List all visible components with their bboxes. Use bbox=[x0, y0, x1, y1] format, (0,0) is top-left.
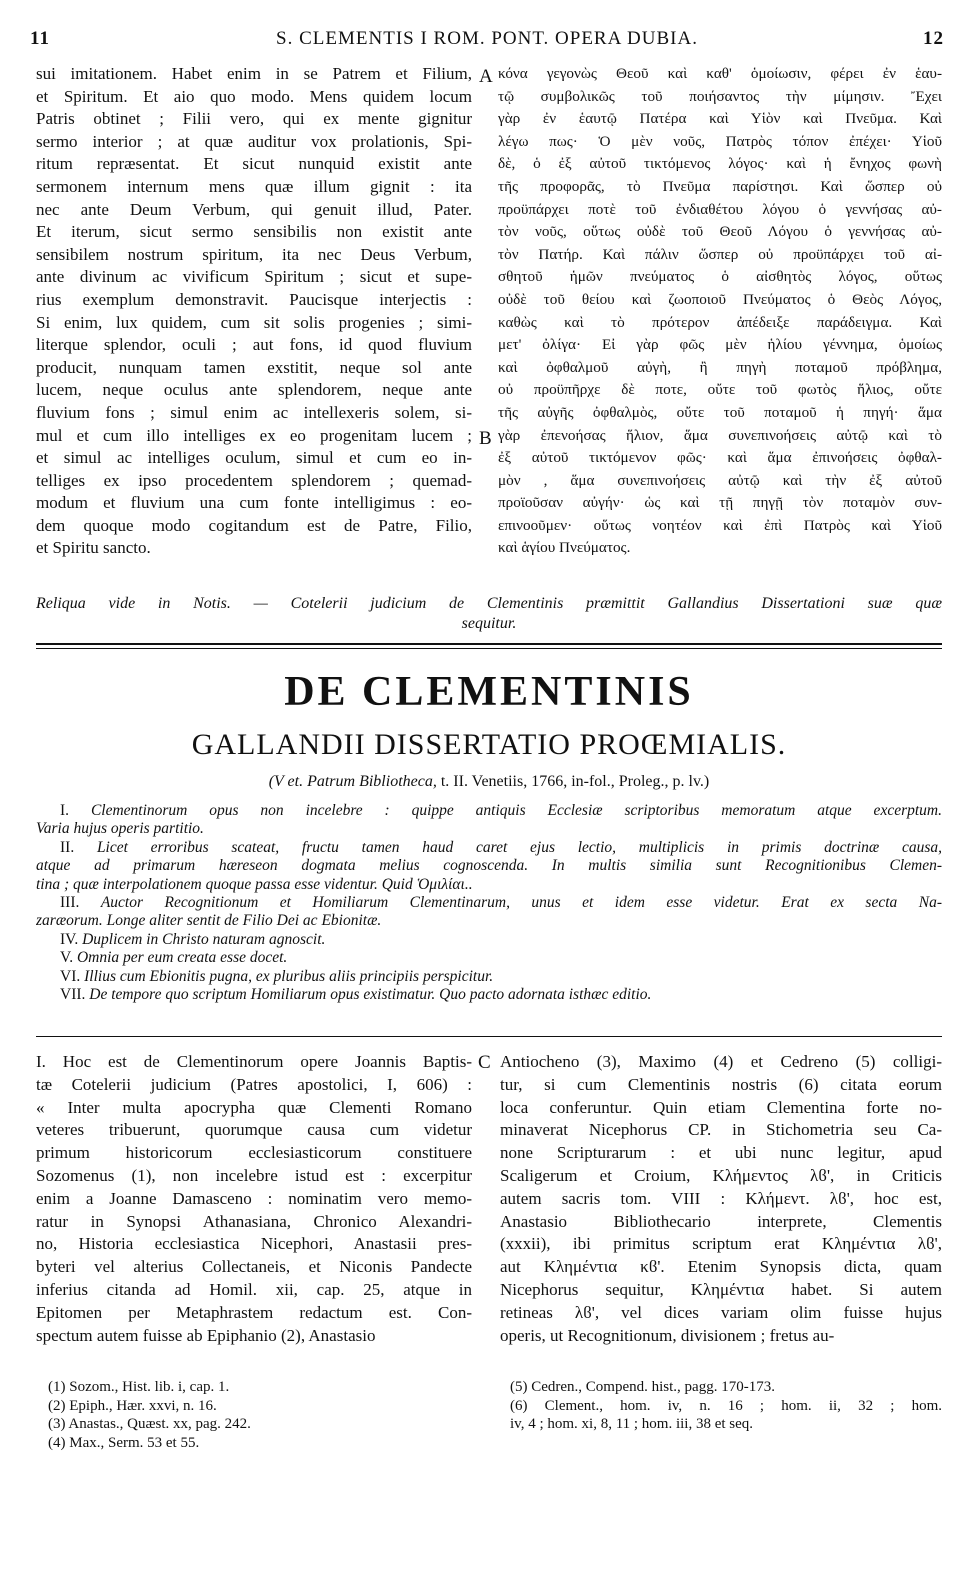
summary-number: VII. bbox=[60, 986, 90, 1004]
greek-text-line: γὰρ ἐπενοήσας ἥλιον, ἅμα συνεπινοήσεις αὐτῷ καὶ τὸ bbox=[498, 426, 942, 444]
summary-number: II. bbox=[60, 838, 97, 856]
greek-text-line: τῆς αὐγῆς ὀφθαλμὸς, οὔτε τοῦ ποταμοῦ ἡ πηγή· ἅμα bbox=[498, 403, 942, 421]
summary-line bbox=[36, 986, 942, 1004]
body-right-column bbox=[500, 1051, 942, 1347]
latin-text-line: Si enim, lux quidem, cum sit solis progenies ; simi- bbox=[36, 312, 472, 332]
running-title: S. CLEMENTIS I ROM. PONT. OPERA DUBIA. bbox=[276, 28, 698, 49]
summary-text: tina ; quæ interpolationem quoque passa esse videntur. Quid Ὁμιλίαι.. bbox=[36, 875, 473, 893]
latin-text-line: Et iterum, sicut sermo sensibilis non existit ante bbox=[36, 222, 472, 242]
body-text-line: loca conferuntur. Quin etiam Clementina forte no- bbox=[500, 1097, 942, 1117]
body-text-line: Antiocheno (3), Maximo (4) et Cedreno (5) colligi- bbox=[500, 1052, 942, 1071]
body-text-line: (xxxii), ibi primitus scriptum erat Κλημέντια λϐ', bbox=[500, 1234, 942, 1254]
body-text-line: Epitomen per Metaphrastem redactum est. Con- bbox=[36, 1302, 472, 1322]
summary-number: III. bbox=[60, 894, 101, 912]
margin-marker-b: B bbox=[479, 428, 492, 449]
reference-italic: (V et. Patrum Bibliotheca, bbox=[268, 773, 437, 790]
body-text-line: Scaligerum et Croium, Κλήμεντος λϐ', in Criticis bbox=[500, 1165, 942, 1185]
footnote-line: (4) Max., Serm. 53 et 55. bbox=[48, 1434, 200, 1451]
summary-text: De tempore quo scriptum Homiliarum opus existimatur. Quo pacto adornata isthæc editio. bbox=[89, 986, 652, 1004]
body-text-line: primum historicorum ecclesiasticorum constituere bbox=[36, 1143, 472, 1163]
body-text-line: aut Κλημέντια κϐ'. Etenim Synopsis dicta, quam bbox=[500, 1257, 942, 1277]
greek-text-line: καὶ ἁγίου Πνεύματος. bbox=[498, 539, 631, 557]
latin-text-line: ritum repræsentat. Et sicut nunquid existit ante bbox=[36, 154, 472, 174]
summary-line bbox=[36, 839, 942, 857]
summary-text: Varia hujus operis partitio. bbox=[36, 820, 204, 838]
body-text-line: retineas λϐ', vel dices variam olim fuisse hujus bbox=[500, 1302, 942, 1322]
summary-text: atque ad primarum hæreseon dogmata melius cognoscenda. In multis similia sunt Recognitionibus Clemen- bbox=[36, 857, 942, 875]
latin-text-line: Patris obtinet ; Filii vero, qui ex mente gignitur bbox=[36, 109, 472, 129]
greek-text-line: τὸν Πατήρ. Καὶ πάλιν ὥσπερ οὐ προϋπάρχει τοῦ αἰ- bbox=[498, 245, 942, 263]
footnote-line: (6) Clement., hom. iv, n. 16 ; hom. ii, 32 ; hom. bbox=[510, 1397, 942, 1414]
greek-text-line: καὶ ὀφθαλμοῦ αὐγὴ, ἢ πηγὴ ποταμοῦ πρόβλημα, bbox=[498, 358, 942, 376]
latin-text-line: rius exemplum demonstravit. Paucisque interjectis : bbox=[36, 289, 472, 309]
latin-text-line: sensibilem nostrum spiritum, ita nec Deus Verbum, bbox=[36, 244, 472, 264]
summary-text: Omnia per eum creata esse docet. bbox=[76, 949, 288, 967]
summary-rule bbox=[36, 1036, 942, 1037]
latin-text-line: modum et fluvium una cum fonte intelligimus : eo- bbox=[36, 493, 472, 513]
body-text-line: veteres tribuerunt, quorumque causa cum videtur bbox=[36, 1120, 472, 1140]
summary-text: Clementinorum opus non incelebre : quippe antiquis Ecclesiæ scriptoribus memoratum atque excerptum. bbox=[90, 802, 942, 819]
chapter-summary bbox=[36, 802, 942, 1004]
body-text-line: inferius citanda ad Homil. xii, cap. 25, atque in bbox=[36, 1279, 472, 1299]
latin-text-line: sermonem internum mens quæ illum gignit : ita bbox=[36, 176, 472, 196]
summary-line bbox=[36, 968, 942, 986]
body-text-line: Nicephorus sequitur, Κλημέντια habet. Si autem bbox=[500, 1279, 942, 1299]
greek-text-line: τῷ συμβολικῶς τοῦ ποιήσαντος τὴν μίμησιν. Ἔχει bbox=[498, 87, 942, 105]
greek-text-line: γὰρ ἐν ἑαυτῷ Πατέρα καὶ Υἱὸν καὶ Πνεῦμα. Καὶ bbox=[498, 110, 942, 128]
body-text-line: none Scripturarum : et ubi nunc legitur, apud bbox=[500, 1143, 942, 1163]
section-rule-thick bbox=[36, 643, 942, 645]
latin-text-line: et simul ac intelliges oculum, simul et cum eo in- bbox=[36, 448, 472, 468]
body-text-line: ratur in Synopsi Athanasiana, Chronico Alexandri- bbox=[36, 1211, 472, 1231]
footnotes-left bbox=[48, 1378, 472, 1452]
greek-text-line: σθητοῦ ἡμῶν πνεύματος ὁ αἰσθητὸς λόγος, οὕτως bbox=[498, 268, 942, 286]
summary-number: V. bbox=[60, 949, 77, 967]
body-text-line: byteri vel alterius Collectaneis, et Niconis Pandecte bbox=[36, 1257, 472, 1277]
body-text-line: tur, si cum Clementinis nostris (6) citata eorum bbox=[500, 1074, 942, 1094]
section-title: DE CLEMENTINIS bbox=[284, 669, 694, 715]
summary-line bbox=[36, 949, 942, 967]
greek-text-line: προϋπάρχει ποτὲ τοῦ ἐνδιαθέτου λόγου ὁ γεννήσας αὐ- bbox=[498, 200, 942, 218]
latin-text-line: lucem, neque oculus ante splendorem, neque ante bbox=[36, 380, 472, 400]
summary-line bbox=[36, 876, 942, 894]
summary-line bbox=[36, 931, 942, 949]
body-text-line: operis, ut Recognitionum, divisionem ; fretus au- bbox=[500, 1325, 835, 1345]
summary-text: Licet erroribus scateat, fructu tamen haud caret ejus lectio, multiplicis in primis doctrinæ causa, bbox=[96, 838, 942, 856]
running-head bbox=[30, 28, 944, 54]
latin-text-line: nec ante Deum Verbum, qui genuit illud, Pater. bbox=[36, 199, 472, 219]
summary-number: I. bbox=[60, 802, 91, 819]
greek-text-line: ἐξ αὐτοῦ τικτόμενον φῶς· καὶ ἅμα ἐπινοήσεις ὀφθαλ- bbox=[498, 449, 942, 467]
body-text-line: tæ Cotelerii judicium (Patres apostolici, I, 606) : bbox=[36, 1074, 472, 1094]
summary-text: Auctor Recognitionum et Homiliarum Clementinarum, unus et idem esse videtur. Erat ex secta Na- bbox=[100, 894, 942, 912]
latin-text-line: ante divinum ac vivificum Spiritum ; sicut et supe- bbox=[36, 267, 472, 287]
greek-text-line: τῆς προφορᾶς, τὸ Πνεῦμα παρίστησι. Καὶ ὥσπερ οὐ bbox=[498, 177, 942, 195]
margin-marker-c: C bbox=[478, 1052, 491, 1073]
body-text-line: Sozomenus (1), non incelebre istud est : excerpitur bbox=[36, 1165, 472, 1185]
summary-number: IV. bbox=[60, 930, 83, 948]
summary-line bbox=[36, 857, 942, 875]
footnote-line: (2) Epiph., Hær. xxvi, n. 16. bbox=[48, 1397, 217, 1414]
greek-text-line: οὐ προϋπῆρχε δὲ ποτε, οὔτε τοῦ φωτὸς ἥλιος, οὔτε bbox=[498, 381, 942, 399]
summary-number: VI. bbox=[60, 967, 85, 985]
body-text-line: Anastasio Bibliothecario interprete, Clementis bbox=[500, 1211, 942, 1231]
footnote-line: (5) Cedren., Compend. hist., pagg. 170-173. bbox=[510, 1379, 775, 1395]
greek-text-line: καθὼς καὶ τὸ πρότερον ἀπέδειξε παράδειγμα. Καὶ bbox=[498, 313, 942, 331]
summary-text: zaræorum. Longe aliter sentit de Filio Dei ac Ebionitæ. bbox=[36, 912, 382, 930]
bibliographic-reference bbox=[36, 773, 942, 791]
latin-text-line: fluvium fons ; simul enim ac intellexeris solem, si- bbox=[36, 402, 472, 422]
greek-text-line: οὐδὲ τοῦ θείου καὶ ζωοποιοῦ Πνεύματος ὁ Θεὸς Λόγος, bbox=[498, 290, 942, 308]
greek-text-line: επινοοῦμεν· οὕτως νοητέον καὶ ἐπὶ Πατρὸς καὶ Υἱοῦ bbox=[498, 516, 942, 534]
page-number-right: 12 bbox=[923, 28, 944, 49]
footnote-line: iv, 4 ; hom. xi, 8, 11 ; hom. iii, 38 et seq. bbox=[510, 1416, 754, 1432]
body-text-line: enim a Joanne Damasceno : nominatim vero memo- bbox=[36, 1188, 472, 1208]
reliqua-line: sequitur. bbox=[461, 615, 517, 632]
footnote-line: (3) Anastas., Quæst. xx, pag. 242. bbox=[48, 1416, 251, 1432]
latin-text-line: sui imitationem. Habet enim in se Patrem et Filium, bbox=[36, 64, 472, 83]
greek-text-line: μετ' ὀλίγα· Εἰ γὰρ φῶς μὲν ἡλίου γέννημα, ὁμοίως bbox=[498, 336, 942, 354]
summary-text: Duplicem in Christo naturam agnoscit. bbox=[82, 930, 326, 948]
latin-text-line: sermo interior ; at quæ auditur vox prolationis, Spi- bbox=[36, 131, 472, 151]
latin-text-line: telliges ex ipso procedentem splendorem ; quemad- bbox=[36, 470, 472, 490]
section-subtitle: GALLANDII DISSERTATIO PROŒMIALIS. bbox=[191, 728, 787, 761]
body-text-line: autem sacris tom. VIII : Κλήμεντ. λϐ', hoc est, bbox=[500, 1188, 942, 1208]
summary-text: Illius cum Ebionitis pugna, ex pluribus aliis principiis perspicitur. bbox=[84, 967, 494, 985]
body-text-line: I. Hoc est de Clementinorum opere Joannis Baptis- bbox=[36, 1052, 472, 1071]
body-text-line: minaverat Nicephorus CP. in Stichometria seu Ca- bbox=[500, 1120, 942, 1140]
latin-text-line: et Spiritum. Et aio quo modo. Mens quidem locum bbox=[36, 86, 472, 106]
latin-text-line: dem quoque modo cogitandum est de Patre, Filio, bbox=[36, 515, 472, 535]
body-text-line: no, Historia ecclesiastica Nicephori, Anastasii pres- bbox=[36, 1234, 472, 1254]
margin-marker-a: A bbox=[479, 66, 493, 87]
body-text-line: « Inter multa apocrypha quæ Clementi Romano bbox=[36, 1097, 472, 1117]
greek-text-line: κόνα γεγονὼς Θεοῦ καὶ καθ' ὁμοίωσιν, φέρει ἐν ἑαυ- bbox=[498, 65, 942, 82]
section-rule-thin bbox=[36, 648, 942, 649]
summary-line bbox=[36, 894, 942, 912]
greek-column bbox=[498, 63, 942, 560]
greek-text-line: προϊοῦσαν αὐγήν· ὡς καὶ τῇ πηγῇ τὸν ποταμὸν συν- bbox=[498, 494, 942, 512]
footnotes-right bbox=[510, 1378, 942, 1434]
summary-line bbox=[36, 820, 942, 838]
greek-text-line: μὸν , ἅμα συνεπινοήσεις αὐτῷ καὶ τὴν ἐξ αὐτοῦ bbox=[498, 471, 942, 489]
reference-rest: t. II. Venetiis, 1766, in-fol., Proleg., p. lv.) bbox=[436, 773, 710, 790]
latin-text-line: producit, nunquam tamen exstitit, neque sol ante bbox=[36, 357, 472, 377]
greek-text-line: δὲ, ὁ ἐξ αὐτοῦ τικτόμενος λόγος· καὶ ἡ ἔνηχος φωνὴ bbox=[498, 155, 942, 173]
greek-text-line: τὸν νοῦς, οὕτως οὐδὲ τοῦ Θεοῦ Λόγου ὁ γεννήσας αὐ- bbox=[498, 223, 942, 241]
latin-text-line: mul et cum illo intelliges ex eo progenitam lucem ; bbox=[36, 425, 472, 445]
latin-text-line: et Spiritu sancto. bbox=[36, 538, 151, 558]
footnote-line: (1) Sozom., Hist. lib. i, cap. 1. bbox=[48, 1379, 230, 1395]
reliqua-line: Reliqua vide in Notis. — Cotelerii judicium de Clementinis præmittit Gallandius Dissertationi suæ quæ bbox=[36, 595, 942, 612]
body-text-line: spectum autem fuisse ab Epiphanio (2), Anastasio bbox=[36, 1325, 376, 1345]
latin-column bbox=[36, 63, 472, 560]
body-left-column bbox=[36, 1051, 472, 1347]
summary-line bbox=[36, 912, 942, 930]
summary-line bbox=[36, 802, 942, 820]
greek-text-line: λέγω πως· Ὁ μὲν νοῦς, Πατρὸς τόπον ἐπέχει· Υἱοῦ bbox=[498, 132, 942, 150]
latin-text-line: literque splendor, oculi ; aut fons, id quod fluvium bbox=[36, 335, 472, 355]
reliqua-note bbox=[36, 594, 942, 634]
page-number-left: 11 bbox=[30, 28, 50, 49]
